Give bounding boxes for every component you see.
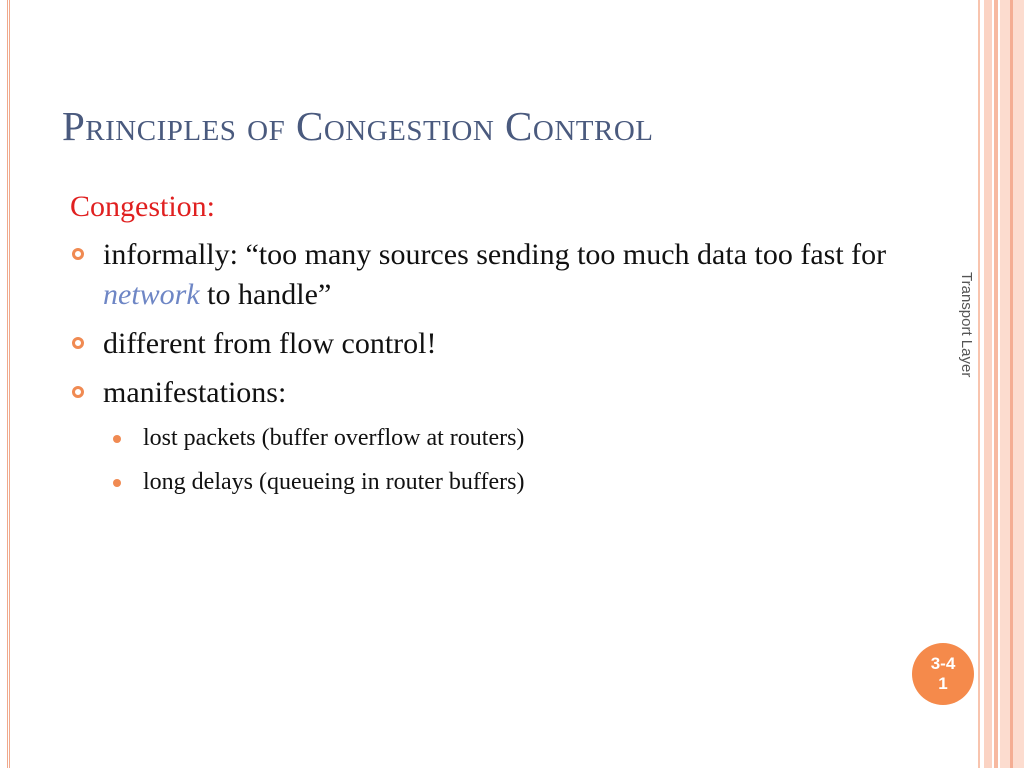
bullet-item — [70, 235, 890, 315]
bullet-text: informally: “too many sources sending too much data too fast for — [103, 238, 887, 271]
dot-bullet-icon — [113, 479, 121, 487]
page-number-badge — [912, 643, 974, 705]
page-number: 3-41 — [930, 654, 956, 693]
bullet-text: manifestations: — [103, 376, 287, 409]
bullet-text: different from flow control! — [103, 327, 437, 360]
sub-bullet-list — [70, 422, 890, 498]
left-border — [7, 0, 10, 768]
side-label: Transport Layer — [958, 272, 975, 378]
right-stripe — [978, 0, 980, 768]
bullet-text: to handle” — [199, 278, 332, 311]
dot-bullet-icon — [113, 435, 121, 443]
sub-bullet-item — [70, 466, 890, 498]
ring-bullet-icon — [72, 386, 84, 398]
ring-bullet-icon — [72, 248, 84, 260]
section-heading: Congestion: — [70, 190, 216, 223]
sub-bullet-text: long delays (queueing in router buffers) — [143, 469, 525, 495]
bullet-item — [70, 373, 890, 413]
right-stripe — [1010, 0, 1013, 768]
slide-title: Principles of Congestion Control — [62, 103, 654, 149]
sub-bullet-item — [70, 422, 890, 454]
bullet-item — [70, 324, 890, 364]
sub-bullet-text: lost packets (buffer overflow at routers) — [143, 425, 525, 451]
slide-content — [70, 187, 890, 510]
right-stripe — [984, 0, 992, 768]
ring-bullet-icon — [72, 337, 84, 349]
right-stripe — [994, 0, 998, 768]
emphasis-text: network — [103, 278, 200, 311]
